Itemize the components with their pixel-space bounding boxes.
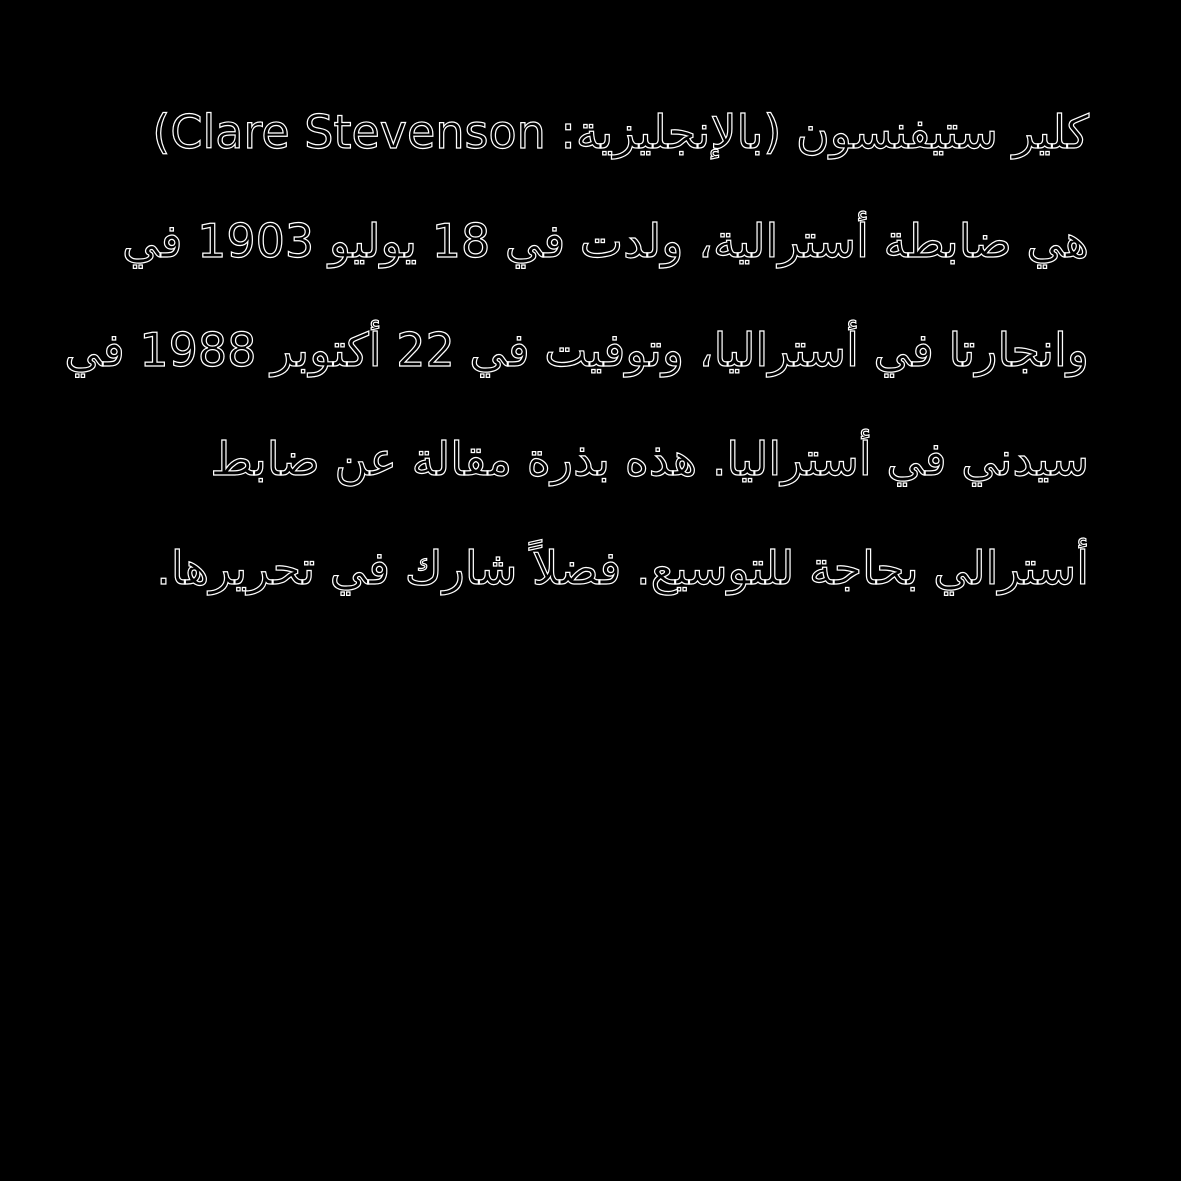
text-line-4: سيدني في أستراليا. هذه بذرة مقالة عن ضابط: [210, 432, 1089, 486]
text-line-2: هي ضابطة أسترالية، ولدت في 18 يوليو 1903 في: [122, 214, 1089, 268]
text-line-3: وانجارتا في أستراليا، وتوفيت في 22 أكتوبر 1988 في: [64, 323, 1089, 377]
text-line-1: كلير ستيفنسون (بالإنجليزية: Clare Stevenson): [152, 105, 1089, 159]
text-line-5: أسترالي بحاجة للتوسيع. فضلاً شارك في تحريرها.: [156, 541, 1089, 595]
article-stub-text: [64, 78, 1089, 623]
